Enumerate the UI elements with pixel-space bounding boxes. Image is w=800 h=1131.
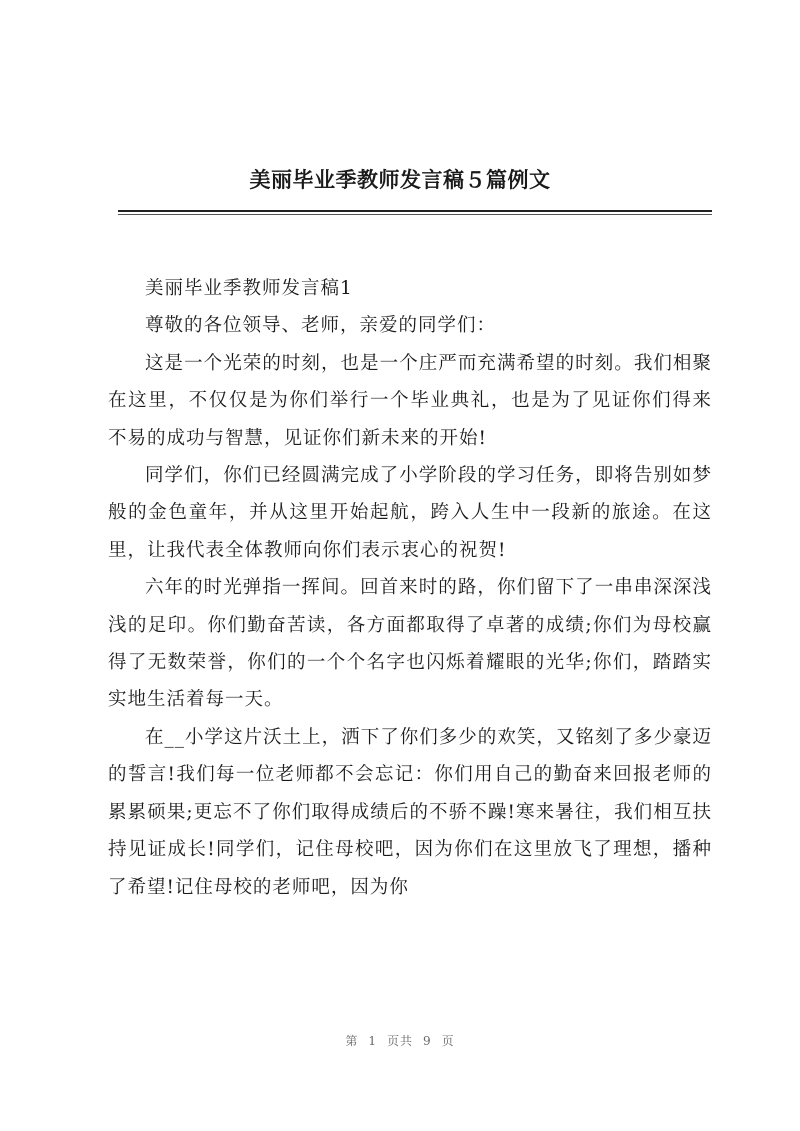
- current-page-number: 1: [368, 1034, 377, 1048]
- page-label-suffix: 页: [441, 1034, 455, 1048]
- body-paragraph: 这是一个光荣的时刻，也是一个庄严而充满希望的时刻。我们相聚在这里，不仅仅是为你们举行一个毕业典礼，也是为了见证你们得来不易的成功与智慧，见证你们新未来的开始!: [108, 352, 712, 449]
- page-title: 美丽毕业季教师发言稿５篇例文: [249, 167, 551, 192]
- page-footer: [0, 1032, 800, 1049]
- section-heading: 美丽毕业季教师发言稿1: [145, 278, 353, 299]
- body-paragraph: 六年的时光弹指一挥间。回首来时的路，你们留下了一串串深深浅浅的足印。你们勤奋苦读，各方面都取得了卓著的成绩;你们为母校赢得了无数荣誉，你们的一个个名字也闪烁着耀眼的光华;你们，踏踏实实地生活着每一天。: [108, 577, 712, 711]
- page-label-prefix: 第: [345, 1034, 359, 1048]
- body-paragraph: 同学们，你们已经圆满完成了小学阶段的学习任务，即将告别如梦般的金色童年，并从这里开始起航，跨入人生中一段新的旅途。在这里，让我代表全体教师向你们表示衷心的祝贺!: [108, 465, 712, 561]
- page-label-mid: 页共: [386, 1034, 413, 1048]
- body-paragraph: 在__小学这片沃土上，洒下了你们多少的欢笑，又铭刻了多少豪迈的誓言!我们每一位老师都不会忘记：你们用自己的勤奋来回报老师的累累硕果;更忘不了你们取得成绩后的不骄不躁!寒来暑往，我们相互扶持见证成长!同学们，记住母校吧，因为你们在这里放飞了理想，播种了希望!记住母校的老师吧，因为你: [108, 726, 712, 898]
- title-divider: [118, 210, 712, 212]
- document-body: [108, 270, 712, 906]
- salutation: 尊敬的各位领导、老师，亲爱的同学们：: [145, 315, 497, 337]
- total-pages-number: 9: [423, 1034, 432, 1048]
- title-divider-thin: [118, 214, 712, 215]
